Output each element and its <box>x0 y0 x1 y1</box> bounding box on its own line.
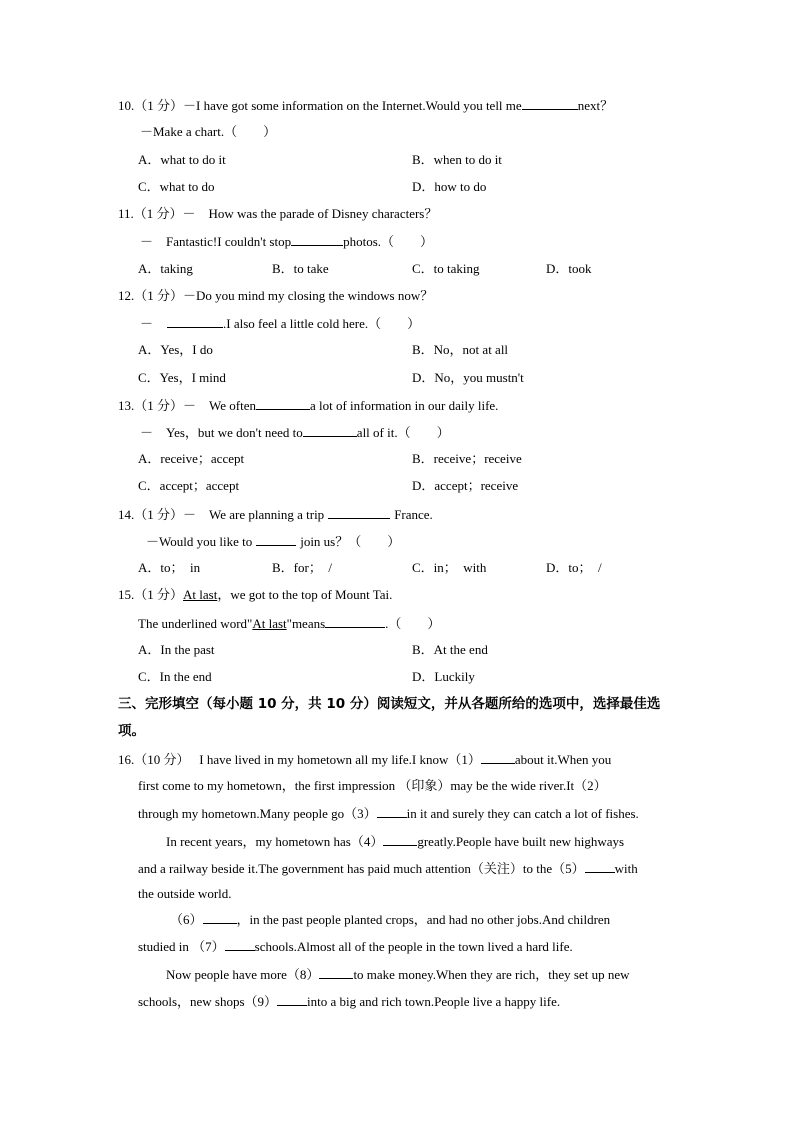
q15-option-a[interactable]: A．In the past <box>138 642 215 657</box>
passage-text: ，in the past people planted crops，and had no other jobs.And children <box>236 912 611 927</box>
passage-text: （6） <box>170 912 203 927</box>
q14-option-c[interactable]: C．in； with <box>412 560 487 575</box>
underlined-phrase: At last <box>252 616 287 631</box>
passage-line <box>118 751 611 768</box>
q14-reply-end: join us？（ ） <box>300 534 401 549</box>
passage-text: and a railway beside it.The government has paid much attention（关注）to the（5） <box>138 861 585 876</box>
q14-option-a[interactable]: A．to； in <box>138 560 201 575</box>
passage-text: 16.（10 分） I have lived in my hometown all my life.I know（1） <box>118 752 481 767</box>
answer-blank <box>328 506 390 519</box>
answer-blank <box>303 424 357 437</box>
q11-option-d[interactable]: D．took <box>546 261 592 276</box>
q15-option-d[interactable]: D．Luckily <box>412 669 475 684</box>
q10-option-a[interactable]: A．what to do it <box>138 152 226 167</box>
passage-text: into a big and rich town.People live a happy life. <box>307 994 561 1009</box>
q13-option-b[interactable]: B．receive；receive <box>412 451 522 466</box>
q11-option-a[interactable]: A．taking <box>138 261 193 276</box>
passage-text: In recent years，my hometown has（4） <box>166 834 384 849</box>
q10-option-d[interactable]: D．how to do <box>412 179 487 194</box>
q12-stem: 12.（1 分）－Do you mind my closing the windows now？ <box>118 288 434 303</box>
q13-reply <box>140 424 450 441</box>
cloze-blank-5 <box>585 860 615 873</box>
q13-option-a[interactable]: A．receive；accept <box>138 451 245 466</box>
underlined-phrase: At last <box>183 587 218 602</box>
q15-stem-text: 15.（1 分） <box>118 587 184 602</box>
q10-option-c[interactable]: C．what to do <box>138 179 215 194</box>
q10-reply: －Make a chart.（ ） <box>140 124 277 139</box>
q13-option-d[interactable]: D．accept；receive <box>412 478 519 493</box>
passage-line <box>166 966 629 983</box>
answer-blank <box>522 97 578 110</box>
answer-blank <box>256 397 310 410</box>
q11-reply-text: － Fantastic!I couldn't stop <box>140 234 292 249</box>
q13-stem <box>118 397 498 414</box>
q12-option-d[interactable]: D．No，you mustn't <box>412 370 524 385</box>
q14-stem <box>118 506 433 523</box>
q14-reply-text: －Would you like to <box>146 534 253 549</box>
q15-question <box>138 615 440 632</box>
cloze-blank-7 <box>225 938 255 951</box>
q10-stem <box>118 97 613 114</box>
passage-text: schools，new shops（9） <box>138 994 278 1009</box>
passage-text: through my hometown.Many people go（3） <box>138 806 377 821</box>
q14-stem-end: France. <box>394 507 433 522</box>
q14-stem-text: 14.（1 分）－ We are planning a trip <box>118 507 325 522</box>
q12-reply <box>140 315 420 332</box>
passage-text: in it and surely they can catch a lot of fishes. <box>406 806 639 821</box>
passage-line <box>138 938 573 955</box>
cloze-blank-9 <box>277 993 307 1006</box>
q15-stem-end: ，we got to the top of Mount Tai. <box>217 587 393 602</box>
q15-stem <box>118 587 392 603</box>
passage-line <box>166 833 624 850</box>
q13-stem-end: a lot of information in our daily life. <box>309 398 499 413</box>
passage-line: first come to my hometown，the first impression （印象）may be the wide river.It（2） <box>138 778 607 793</box>
q12-option-a[interactable]: A．Yes，I do <box>138 342 213 357</box>
q11-option-b[interactable]: B．to take <box>272 261 329 276</box>
passage-line <box>138 860 638 877</box>
passage-text: greatly.People have built new highways <box>417 834 625 849</box>
q15-question-mid: "means <box>286 616 326 631</box>
q13-reply-end: all of it.（ ） <box>356 425 450 440</box>
cloze-blank-8 <box>319 966 353 979</box>
q14-option-b[interactable]: B．for； / <box>272 560 332 575</box>
q15-question-text: The underlined word" <box>138 616 253 631</box>
section-heading: 三、完形填空（每小题 10 分，共 10 分）阅读短文，并从各题所给的选项中，选择最佳选 <box>118 696 661 712</box>
passage-text: Now people have more（8） <box>166 967 320 982</box>
passage-text: about it.When you <box>514 752 612 767</box>
passage-line <box>170 911 610 928</box>
q12-option-c[interactable]: C．Yes，I mind <box>138 370 226 385</box>
q13-stem-text: 13.（1 分）－ We often <box>118 398 256 413</box>
q11-reply <box>140 233 433 250</box>
passage-text: schools.Almost all of the people in the town lived a hard life. <box>254 939 573 954</box>
q10-stem-text: 10.（1 分）－I have got some information on the Internet.Would you tell me <box>118 98 522 113</box>
cloze-blank-6 <box>203 911 237 924</box>
q14-option-d[interactable]: D．to； / <box>546 560 602 575</box>
passage-text: with <box>614 861 638 876</box>
passage-text: to make money.When they are rich，they set up new <box>353 967 630 982</box>
passage-text: studied in （7） <box>138 939 225 954</box>
cloze-blank-4 <box>383 833 417 846</box>
passage-line <box>138 993 560 1010</box>
passage-line <box>138 805 639 822</box>
answer-blank <box>167 315 223 328</box>
q10-stem-end: next？ <box>577 98 614 113</box>
section-heading-cont: 项。 <box>118 723 145 739</box>
answer-blank <box>325 615 385 628</box>
q14-reply <box>146 533 400 550</box>
q15-option-b[interactable]: B．At the end <box>412 642 488 657</box>
q11-stem: 11.（1 分）－ How was the parade of Disney characters？ <box>118 206 438 221</box>
q15-option-c[interactable]: C．In the end <box>138 669 212 684</box>
q12-reply-text: － <box>140 316 154 331</box>
passage-line: the outside world. <box>138 886 232 901</box>
answer-blank <box>291 233 343 246</box>
q12-reply-end: .I also feel a little cold here.（ ） <box>223 316 421 331</box>
q12-option-b[interactable]: B．No，not at all <box>412 342 509 357</box>
cloze-blank-1 <box>481 751 515 764</box>
q13-reply-text: － Yes，but we don't need to <box>140 425 303 440</box>
q10-option-b[interactable]: B．when to do it <box>412 152 502 167</box>
q15-question-end: .（ ） <box>385 616 441 631</box>
cloze-blank-3 <box>377 805 407 818</box>
q11-reply-end: photos.（ ） <box>343 234 434 249</box>
q11-option-c[interactable]: C．to taking <box>412 261 480 276</box>
answer-blank <box>256 533 296 546</box>
q13-option-c[interactable]: C．accept；accept <box>138 478 240 493</box>
